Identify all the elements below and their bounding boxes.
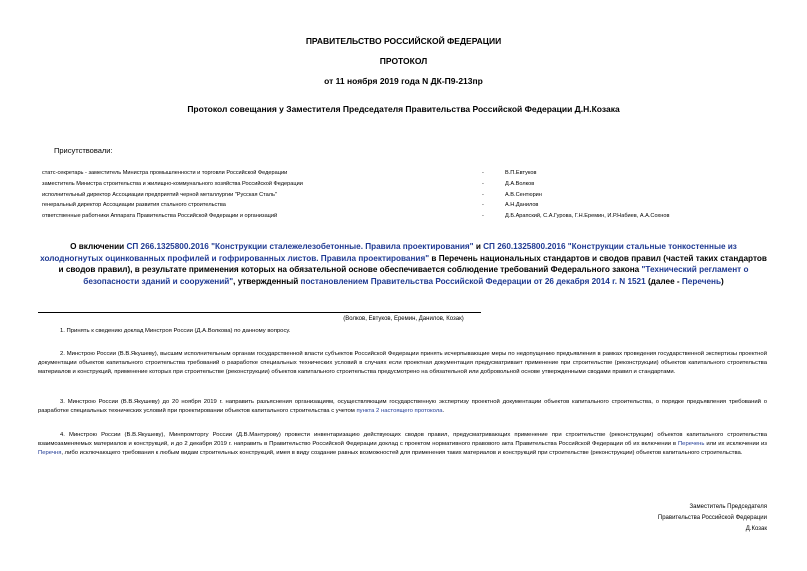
paragraph-1: 1. Принять к сведению доклад Минстроя России (Д.А.Волкова) по данному вопросу.: [60, 328, 291, 334]
government-title: ПРАВИТЕЛЬСТВО РОССИЙСКОЙ ФЕДЕРАЦИИ: [305, 36, 502, 46]
perechnya-link[interactable]: Перечня: [38, 450, 62, 456]
paragraph-text: , либо исключающего требования к любым видам строительных конструкций, имея в виду создание равных возможностей для применения таких материалов и конструкций при строительстве (реконструкции) объектов капитального строительства.: [61, 450, 743, 456]
attendee-role: ответственные работники Аппарата Правительства Российской Федерации и организаций: [42, 213, 278, 219]
attendee-name: Д.А.Волков: [505, 181, 535, 187]
attendee-name: Д.Б.Арапский, С.А.Гурова, Г.Н.Еремин, И.Р.Набиев, А.А.Сохнов: [505, 213, 670, 219]
attendee-name: А.Н.Данилов: [505, 202, 539, 208]
protocol-point-2-link[interactable]: пункта 2 настоящего протокола: [356, 408, 443, 414]
divider: [38, 312, 481, 313]
paragraph-text: или их исключении из: [704, 441, 767, 447]
perechen-link[interactable]: Перечень: [677, 441, 705, 447]
heading-text: и: [473, 242, 484, 251]
attendee-dash: -: [482, 213, 484, 219]
federal-law-link[interactable]: "Технический регламент о безопасности зданий и сооружений": [83, 265, 749, 286]
heading-text: ): [720, 276, 724, 286]
document-date-number: от 11 ноября 2019 года N ДК-П9-213пр: [324, 76, 483, 86]
attendee-dash: -: [482, 202, 484, 208]
attendee-name: В.П.Евтуков: [505, 170, 537, 176]
attendee-dash: -: [482, 170, 484, 176]
attendee-row: [42, 190, 742, 200]
heading-text: (далее -: [645, 276, 682, 286]
attendee-role: заместитель Министра строительства и жилищно-коммунального хозяйства Российской Федерации: [42, 181, 303, 187]
attendee-role: генеральный директор Ассоциации развития стального строительства: [42, 202, 226, 208]
resolution-link[interactable]: постановлением Правительства Российской Федерации от 26 декабря 2014 г. N 1521: [300, 276, 646, 286]
signature-block: [658, 502, 767, 535]
attendee-role: исполнительный директор Ассоциации предприятий черной металлургии "Русская Сталь": [42, 192, 277, 198]
paragraph-text: 4. Минстрою России (В.В.Якушеву), Минпромторгу России (Д.В.Мантурову) провести инвентаризацию действующих сводов правил, предусматривающих применение при строительстве (реконструкции) объектов капитального строительства взаимозаменяемых материалов и конструкций, и до 2 декабря 2019 г. направить в Правительство Российской Федерации доклад с проектом нормативного правового акта Правительства Российской Федерации об их включении в: [38, 432, 767, 447]
attendee-role: статс-секретарь - заместитель Министра промышленности и торговли Российской Федерации: [42, 170, 288, 176]
agenda-heading: [38, 241, 769, 287]
signature-name: Д.Козак: [745, 526, 767, 532]
attendees-label: Присутствовали:: [54, 146, 113, 155]
document-type: ПРОТОКОЛ: [379, 56, 428, 66]
perechen-link[interactable]: Перечень: [681, 276, 721, 286]
paragraph-2: 2. Минстрою России (В.В.Якушеву), высшим исполнительным органам государственной власти субъектов Российской Федерации принять исчерпывающие меры по недопущению предъявления в рамках проведения государственной экспертизы проектной документации объектов капитального строительства требований о разработке специальных технических условий в случаях если проектная документация предусматривает применение при строительстве (реконструкции) объектов капитального строительства материалов и конструкций, применение которых при строительстве (реконструкции) объектов капитального строительства предусмотрено на обязательной или добровольной основе утвержденными сводами правил и стандартами.: [38, 351, 767, 375]
attendee-row: [42, 200, 742, 210]
speakers-note: (Волков, Евтуков, Еремин, Данилов, Козак): [343, 316, 464, 322]
attendee-row: [42, 211, 742, 221]
paragraph-text: 3. Минстрою России (В.В.Якушеву) до 20 ноября 2019 г. направить разъяснения организациям, осуществляющим государственную экспертизу проектной документации объектов капитального строительства, о порядке предъявления требований о разработке специальных технических условий при проектировании объектов капитального строительства с учетом: [38, 399, 767, 414]
paragraph-4: [38, 431, 767, 458]
heading-text: в Перечень национальных стандартов и сводов правил (частей таких стандартов и сводов правил), в результате применения которых на обязательной основе обеспечивается соблюдение требований Федерального закона: [58, 253, 767, 275]
attendee-row: [42, 179, 742, 189]
attendee-row: [42, 168, 742, 178]
sp-260-link[interactable]: СП 260.1325800.2016 "Конструкции стальные тонкостенные из холодногнутых оцинкованных профилей и гофрированных листов. Правила проектирования": [40, 242, 737, 263]
heading-text: О включении: [70, 242, 127, 251]
attendee-dash: -: [482, 181, 484, 187]
meeting-title: Протокол совещания у Заместителя Председателя Правительства Российской Федерации Д.Н.Козака: [187, 104, 620, 114]
signature-position: Заместитель Председателя: [689, 504, 767, 510]
signature-organization: Правительства Российской Федерации: [657, 515, 767, 521]
heading-text: , утвержденный: [233, 276, 301, 286]
paragraph-3: [38, 398, 767, 416]
attendee-name: А.В.Сентюрин: [505, 192, 542, 198]
attendee-dash: -: [482, 192, 484, 198]
paragraph-text: .: [442, 408, 445, 414]
sp-266-link[interactable]: СП 266.1325800.2016 "Конструкции сталежелезобетонные. Правила проектирования": [126, 242, 474, 251]
